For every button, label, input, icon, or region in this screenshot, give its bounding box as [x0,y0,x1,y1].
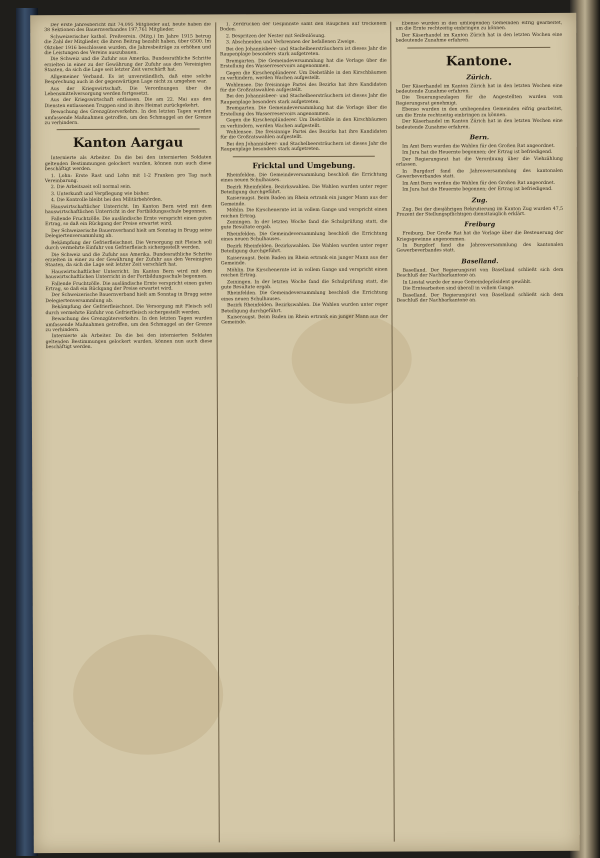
paragraph: Der Regierungsrat hat die Verordnung über die Viehzählung erlassen. [396,156,563,168]
paragraph: 3. Abschneiden und Verbrennen der befallenen Zweige. [225,40,356,46]
paragraph: Zeiningen. In der letzten Woche fand die Schulprüfung statt, die gute Resultate ergab. [221,279,388,291]
paragraph: Rheinfelden. Die Gemeindeversammlung beschloß die Errichtung eines neuen Schulhauses. [220,231,388,243]
paragraph: Rheinfelden. Die Gemeindeversammlung beschloß die Errichtung eines neuen Schulhauses. [221,291,388,303]
paragraph: Der Schweizerische Bauernverband hielt am Sonntag in Brugg seine Delegiertenversammlung ab. [45,228,212,240]
heading-kanton-aargau: Kanton Aargau [72,135,184,152]
paragraph: Baselland. Der Regierungsrat von Baselland schließt sich dem Beschluß der Nachbarkantone an. [396,267,564,279]
paragraph: In Burgdorf fand die Jahresversammlung des kantonalen Gewerbeverbandes statt. [396,242,564,255]
paragraph: 1. Lohn: Erste Rast und Lohn mit 1-2 Franken pro Tag nach Vereinbarung. [44,172,212,185]
paragraph: Der erste Jahresbericht mit 74,095 Mitglieder auf, heute haben die 38 Sektionen des Bauernverbandes 197,761 Mitglieder. [44,22,211,34]
paragraph: Gegen die Kirschenplünderer. Um Diebstähle in den Kirschbäumen zu verhindern, werden Wachen aufgestellt. [220,117,387,129]
paragraph: Freiburg. Der Große Rat hat die Vorlage über die Besteuerung der Kriegsgewinne angenommen. [396,231,564,243]
paragraph: Kaiseraugst. Beim Baden im Rhein ertrank ein junger Mann aus der Gemeinde. [221,314,388,326]
paragraph: Möhlin. Die Kirschenernte ist in vollem Gange und verspricht einen reichen Ertrag. [220,207,388,219]
paragraph: Rheinfelden. Die Gemeindeversammlung beschloß die Errichtung eines neuen Schulhauses. [220,172,388,184]
column-2 [215,22,394,843]
paragraph: Allgemeiner Verband. Es ist unverständlich, daß eine solche Besprechung auch in der gegenwärtigen Lage nicht zu umgehen war. [44,74,212,86]
paragraph: Gegen die Kirschenplünderer. Um Diebstähle in den Kirschbäumen zu verhindern, werden Wachen aufgestellt. [220,70,387,82]
paragraph: Bremgarten. Die Gemeindeversammlung hat die Vorlage über die Erstellung des Wasserreservoirs angenommen. [220,105,387,118]
paragraph: Im Amt Bern wurden die Wahlen für den Großen Rat angeordnet. [402,180,556,187]
paragraph: 1. Zerdrücken der Gespinnste samt den Räupchen auf trockenem Boden. [219,21,387,33]
divider [57,129,200,131]
heading-zug: Zug. [471,196,488,204]
paragraph: Hauswirtschaftlicher Unterricht. Im Kanton Bern wird mit dem hauswirtschaftlichen Unterricht in der Fortbildungsschule begonnen. [45,269,212,281]
column-1 [40,22,218,843]
heading-bern: Bern. [469,134,490,142]
paragraph: Hauswirtschaftlicher Unterricht. Im Kanton Bern wird mit dem hauswirtschaftlichen Unterricht in der Fortbildungsschule begonnen. [45,204,212,216]
paragraph: Bei den Johannisbeer- und Stachelbeersträuchern ist dieses Jahr die Raupenplage besonders stark aufgetreten. [220,46,387,58]
paragraph: Bewachung des Grenzgüterverkehrs. In den letzten Tagen wurden umfassende Maßnahmen getroffen, um den Schmuggel an der Grenze zu verhindern. [44,109,212,127]
paragraph: Der Käserhandel im Kanton Zürich hat in den letzten Wochen eine bedeutende Zunahme erfahren. [395,83,563,95]
paragraph: Aus der Kriegswirtschaft entlassen. Die am 22. Mai aus den Diensten entlassenen Truppen sind in ihre Heimat zurückgekehrt. [44,97,212,109]
paragraph: Zeiningen. In der letzten Woche fand die Schulprüfung statt, die gute Resultate ergab. [220,219,388,231]
paragraph: Fallende Fruchtzölle. Die ausländische Ernte verspricht einen guten Ertrag, so daß ein Rückgang der Preise erwartet wird. [45,280,213,293]
paragraph: Ebenso wurden in den umliegenden Gemeinden eifrig gearbeitet, um die Ernte rechtzeitig einbringen zu können. [395,107,563,119]
paragraph: Die Teuerungszulagen für die Angestellten wurden vom Regierungsrat genehmigt. [395,95,563,107]
paragraph: Bremgarten. Die Gemeindeversammlung hat die Vorlage über die Erstellung des Wasserreservoirs angenommen. [220,58,387,70]
paragraph: Möhlin. Die Kirschenernte ist in vollem Gange und verspricht einen reichen Ertrag. [220,267,388,279]
paragraph: Im Jura hat die Heuernte begonnen; der Ertrag ist befriedigend. [402,150,553,156]
column-3 [391,21,570,842]
paragraph: In Liestal wurde der neue Gemeindepräsident gewählt. [402,279,532,286]
paragraph: Kaiseraugst. Beim Baden im Rhein ertrank ein junger Mann aus der Gemeinde. [220,255,388,267]
paragraph: In Burgdorf fand die Jahresversammlung des kantonalen Gewerbeverbandes statt. [396,168,563,180]
paragraph: Bei den Johannisbeer- und Stachelbeersträuchern ist dieses Jahr die Raupenplage besonders stark aufgetreten. [220,94,387,106]
paragraph: Die Schweiz und die Zufuhr aus Amerika. Bundesrathliche Schritte erzielten in einer zu der Gewährung der Zufuhr aus den Vereinigten Staaten, da sich die Lage seit letzter Zeit verschärft hat. [44,56,212,74]
paragraph: Der Käserhandel im Kanton Zürich hat in den letzten Wochen eine bedeutende Zunahme erfahren. [395,32,563,44]
paragraph: Bei den Johannisbeer- und Stachelbeersträuchern ist dieses Jahr die Raupenplage besonders stark aufgetreten. [220,141,388,153]
divider [408,46,551,48]
paragraph: Internierte als Arbeiter. Da die bei den internierten Soldaten geltenden Bestimmungen gelockert wurden, können nun auch diese beschäftigt werden. [45,333,213,351]
paragraph: Der Schweizerische Bauernverband hielt am Sonntag in Brugg seine Delegiertenversammlung ab. [45,292,213,304]
divider [232,155,375,157]
paragraph: Internierte als Arbeiter. Da die bei den internierten Soldaten geltenden Bestimmungen gelockert wurden, können nun auch diese beschäftigt werden. [44,155,212,173]
heading-kantone: Kantone. [445,53,513,69]
paragraph: Im Amt Bern wurden die Wahlen für den Großen Rat angeordnet. [402,143,555,150]
paragraph: 3. Unterkunft und Verpflegung wie bisher. [50,191,150,198]
paragraph: Ebenso wurden in den umliegenden Gemeinden eifrig gearbeitet, um die Ernte rechtzeitig einbringen zu können. [395,20,563,32]
paragraph: Zug. Bei der diesjährigen Rekrutierung im Kanton Zug wurden 47,5 Prozent der Stellungspflichtigen diensttauglich erklärt. [396,206,564,218]
paragraph: Im Jura hat die Heuernte begonnen; der Ertrag ist befriedigend. [402,187,553,193]
newspaper-page [30,13,580,853]
paragraph: Bezirk Rheinfelden. Bezirkswahlen. Die Wahlen wurden unter reger Beteiligung durchgeführt. [221,302,388,314]
paragraph: Bekämpfung der Gefrierfleischnot. Die Versorgung mit Fleisch soll durch vermehrte Einfuhr von Gefrierfleisch sichergestellt werden. [45,304,213,316]
heading-freiburg: Freiburg [464,221,496,229]
paragraph: Bezirk Rheinfelden. Bezirkswahlen. Die Wahlen wurden unter reger Beteiligung durchgeführt. [220,243,388,255]
heading-baselland: Baselland. [461,257,499,266]
paragraph: Wohlensee. Die freisinnige Partei des Bezirks hat ihre Kandidaten für die Großratswahlen aufgestellt. [220,82,387,94]
paragraph: Bezirk Rheinfelden. Bezirkswahlen. Die Wahlen wurden unter reger Beteiligung durchgeführt. [220,184,388,196]
paragraph: Fallende Fruchtzölle. Die ausländische Ernte verspricht einen guten Ertrag, so daß ein Rückgang der Preise erwartet wird. [45,216,212,228]
paragraph: Wohlensee. Die freisinnige Partei des Bezirks hat ihre Kandidaten für die Großratswahlen aufgestellt. [220,129,388,141]
paragraph: Die Schweiz und die Zufuhr aus Amerika. Bundesrathliche Schritte erzielten in einer zu der Gewährung der Zufuhr aus den Vereinigten Staaten, da sich die Lage seit letzter Zeit verschärft hat. [45,251,212,269]
paragraph: Bewachung des Grenzgüterverkehrs. In den letzten Tagen wurden umfassende Maßnahmen getroffen, um den Schmuggel an der Grenze zu verhindern. [45,316,213,334]
paragraph: Aus der Kriegswirtschaft. Die Verordnungen über die Lebensmittelversorgung werden fortgesetzt. [44,85,212,98]
paragraph: Kaiseraugst. Beim Baden im Rhein ertrank ein junger Mann aus der Gemeinde. [220,196,388,208]
paragraph: Bekämpfung der Gefrierfleischnot. Die Versorgung mit Fleisch soll durch vermehrte Einfuhr von Gefrierfleisch sichergestellt werden. [45,240,212,252]
heading-fricktal: Fricktal und Umgebung. [252,160,356,170]
paragraph: 2. Bespritzen der Nester mit Seifenlösung. [225,33,326,40]
paragraph: Schweizerischer kathol. Preßverein. (Mitg.) Im Jahre 1915 betrug die Zahl der Mitglieder, die ihren Beitrag bezahlt haben, über 6500. Im Oktober 1916 beschlossen wurden, die Jahresbeiträge zu erhöhen und die Leistungen des Vereins auszubauen. [44,34,211,57]
paragraph: 2. Die Arbeitszeit soll normal sein. [50,185,132,191]
paragraph: Die Erntearbeiten sind überall in vollem Gange. [402,286,515,292]
heading-zuerich: Zürich. [466,73,492,81]
paragraph: Der Käserhandel im Kanton Zürich hat in den letzten Wochen eine bedeutende Zunahme erfahren. [396,119,563,131]
paragraph: Baselland. Der Regierungsrat von Baselland schließt sich dem Beschluß der Nachbarkantone an. [396,292,564,304]
paragraph: 4. Die Kontrolle bleibt bei den Militärbehörden. [50,198,163,204]
